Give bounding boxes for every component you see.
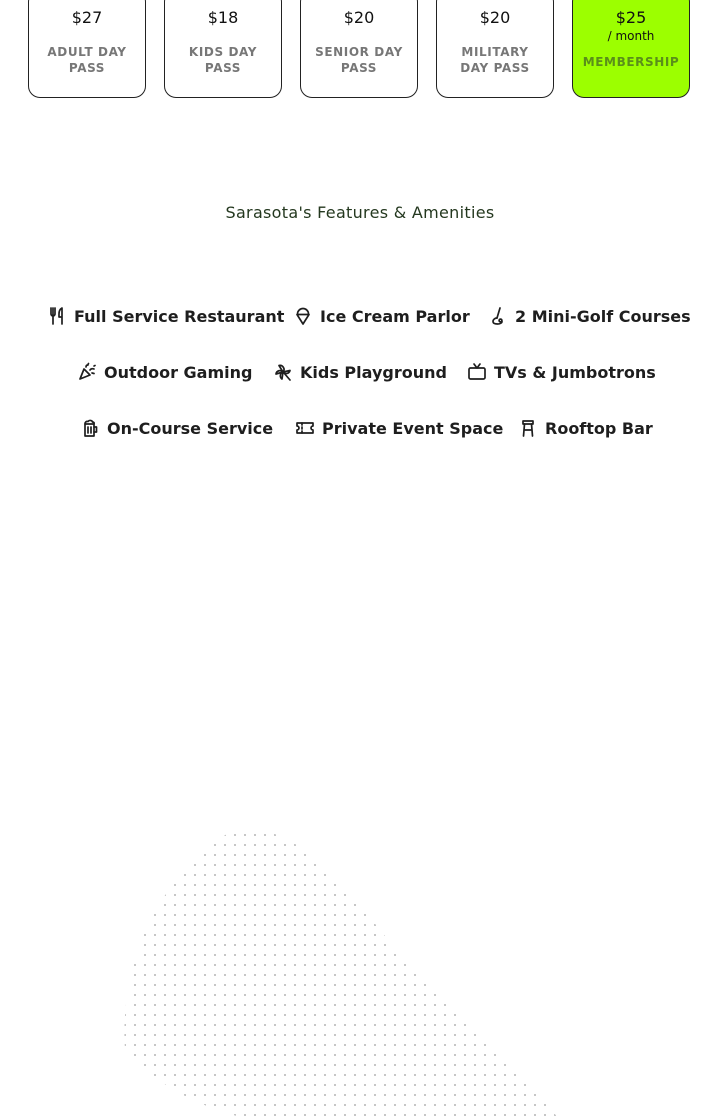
pass-name: MILITARY DAY PASS — [460, 45, 530, 75]
kids-day-pass-card[interactable] — [164, 0, 282, 98]
amenity-outdoor-gaming — [77, 360, 252, 384]
pinwheel-icon — [273, 362, 293, 382]
ice-cream-icon — [293, 306, 313, 326]
amenity-restaurant — [47, 304, 284, 328]
amenities-row — [0, 304, 720, 328]
amenity-label: Kids Playground — [300, 362, 447, 382]
amenity-mini-golf — [488, 304, 691, 328]
amenity-label: Rooftop Bar — [545, 418, 653, 438]
pass-name: SENIOR DAY PASS — [315, 45, 403, 75]
amenity-label: Full Service Restaurant — [74, 306, 285, 326]
pass-price: $20 — [343, 8, 375, 27]
party-popper-icon — [77, 362, 97, 382]
amenity-on-course-service — [80, 416, 273, 440]
pass-name: MEMBERSHIP — [582, 55, 680, 69]
amenity-label: TVs & Jumbotrons — [494, 362, 656, 382]
pass-price: $18 — [207, 8, 239, 27]
amenity-label: 2 Mini-Golf Courses — [515, 306, 691, 326]
dot-pattern-decoration — [0, 820, 720, 1120]
pass-name: ADULT DAY PASS — [47, 45, 127, 75]
amenities-row — [0, 416, 720, 440]
senior-day-pass-card[interactable] — [300, 0, 418, 98]
amenities-row — [0, 360, 720, 384]
adult-day-pass-card[interactable] — [28, 0, 146, 98]
pass-options — [28, 0, 692, 100]
bar-stool-icon — [518, 418, 538, 438]
amenity-rooftop-bar — [518, 416, 653, 440]
amenity-kids-playground — [273, 360, 447, 384]
beer-icon — [80, 418, 100, 438]
pass-price: $20 — [479, 8, 511, 27]
pass-price: $25 — [615, 8, 647, 27]
pass-price: $27 — [71, 8, 103, 27]
tv-icon — [467, 362, 487, 382]
amenity-label: On-Course Service — [107, 418, 274, 438]
military-day-pass-card[interactable] — [436, 0, 554, 98]
amenity-label: Outdoor Gaming — [104, 362, 253, 382]
ticket-icon — [295, 418, 315, 438]
amenity-tvs — [467, 360, 656, 384]
amenity-private-event-space — [295, 416, 503, 440]
amenity-label: Ice Cream Parlor — [320, 306, 470, 326]
utensils-icon — [47, 306, 67, 326]
membership-card[interactable] — [572, 0, 690, 98]
section-title: Sarasota's Features & Amenities — [225, 203, 495, 222]
amenity-ice-cream — [293, 304, 470, 328]
pass-name: KIDS DAY PASS — [188, 45, 258, 75]
pass-period: / month — [607, 29, 655, 43]
golf-icon — [488, 306, 508, 326]
amenity-label: Private Event Space — [322, 418, 504, 438]
